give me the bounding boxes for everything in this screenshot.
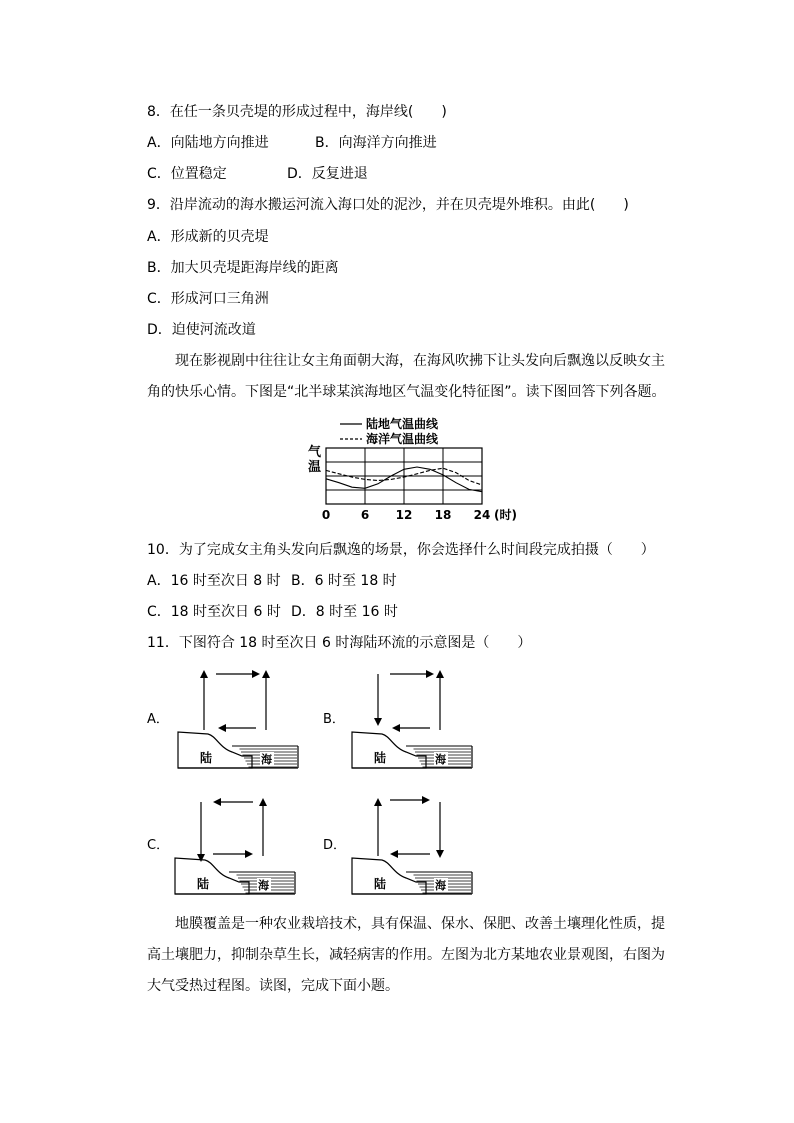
q8-option-a: A．向陆地方向推进 xyxy=(147,135,269,151)
arrows-a xyxy=(200,670,270,732)
land-profile xyxy=(178,732,252,768)
arrows-c xyxy=(197,798,267,862)
land-label: 陆 xyxy=(374,877,387,891)
sea-label: 海 xyxy=(261,753,272,766)
q8-option-b: B．向海洋方向推进 xyxy=(315,135,437,151)
q10-option-c: C．18 时至次日 6 时 xyxy=(147,604,281,620)
x-tick-label: 0 xyxy=(321,508,331,522)
q11-option-d-label: D． xyxy=(323,838,347,853)
q9-option-a: A．形成新的贝壳堤 xyxy=(147,229,269,245)
y-axis-label-1: 气 xyxy=(308,445,322,460)
q11-option-c-label: C． xyxy=(147,838,170,853)
chart-x-ticks xyxy=(322,507,517,522)
land-label: 陆 xyxy=(197,877,210,891)
land-profile xyxy=(352,732,426,768)
x-tick-label: 6 xyxy=(360,508,370,522)
arrows-d xyxy=(374,796,444,858)
q10-stem: 10．为了完成女主角头发向后飘逸的场景，你会选择什么时间段完成拍摄（ ） xyxy=(147,542,655,558)
land-label: 陆 xyxy=(200,751,213,765)
land-profile xyxy=(352,858,426,894)
circulation-diagram-b xyxy=(350,668,474,774)
sea-label: 海 xyxy=(258,879,269,892)
land-label: 陆 xyxy=(374,751,387,765)
x-axis-unit: (时) xyxy=(494,508,517,522)
x-tick-label: 12 xyxy=(395,508,413,522)
q11-option-b-label: B． xyxy=(323,712,345,727)
sea-label: 海 xyxy=(435,879,446,892)
x-tick-label: 18 xyxy=(434,508,452,522)
legend-sea-label: 海洋气温曲线 xyxy=(366,432,439,446)
land-profile xyxy=(175,858,249,894)
q8-stem: 8．在任一条贝壳堤的形成过程中，海岸线( ) xyxy=(147,104,447,120)
q9-option-d: D．迫使河流改道 xyxy=(147,322,256,338)
temperature-chart xyxy=(300,416,520,526)
q9-option-c: C．形成河口三角洲 xyxy=(147,291,269,307)
sea-label: 海 xyxy=(435,753,446,766)
y-axis-label-2: 温 xyxy=(308,460,322,475)
circulation-diagram-a xyxy=(176,668,300,774)
q11-option-a-label: A． xyxy=(147,712,169,727)
legend-land-label: 陆地气温曲线 xyxy=(366,417,439,431)
q10-option-b: B．6 时至 18 时 xyxy=(291,573,397,589)
passage-1: 现在影视剧中往往让女主角面朝大海，在海风吹拂下让头发向后飘逸以反映女主角的快乐心情。下图是“北半球某滨海地区气温变化特征图”。读下图回答下列各题。 xyxy=(147,353,666,400)
x-tick-label: 24 xyxy=(473,508,491,522)
arrows-b xyxy=(374,670,444,732)
q8-option-d: D．反复进退 xyxy=(287,166,368,182)
q11-stem: 11．下图符合 18 时至次日 6 时海陆环流的示意图是（ ） xyxy=(147,635,532,651)
passage-2: 地膜覆盖是一种农业栽培技术，具有保温、保水、保肥、改善土壤理化性质，提高土壤肥力，抑制杂草生长，减轻病害的作用。左图为北方某地农业景观图，右图为大气受热过程图。读图，完成下面小题。 xyxy=(147,916,665,994)
q9-option-b: B．加大贝壳堤距海岸线的距离 xyxy=(147,260,339,276)
circulation-diagram-c xyxy=(173,794,297,900)
q9-stem: 9．沿岸流动的海水搬运河流入海口处的泥沙，并在贝壳堤外堆积。由此( ) xyxy=(147,197,629,213)
q10-option-d: D．8 时至 16 时 xyxy=(291,604,398,620)
q10-option-a: A．16 时至次日 8 时 xyxy=(147,573,281,589)
circulation-diagram-d xyxy=(350,794,474,900)
q8-option-c: C．位置稳定 xyxy=(147,166,227,182)
